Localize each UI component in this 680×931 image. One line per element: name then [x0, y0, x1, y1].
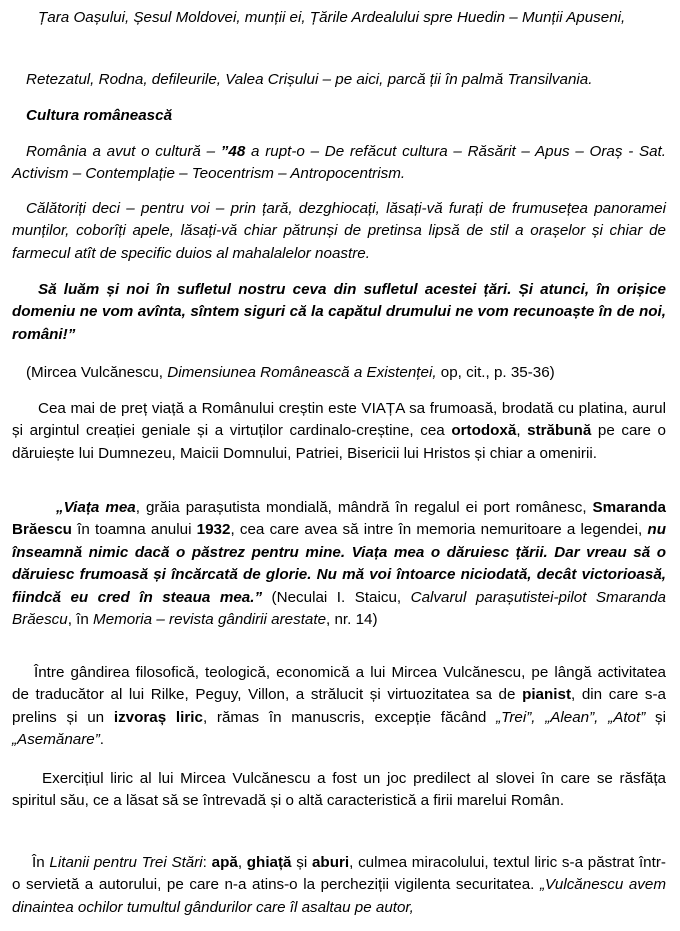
section-heading: Cultura românească: [26, 107, 173, 124]
paragraph-transilvania: Retezatul, Rodna, defileurile, Valea Crișului – pe aici, parcă ții în palmă Transilvania.: [26, 71, 593, 88]
article-title: Calvarul parașutistei-pilot Smaranda Brăescu: [12, 588, 666, 629]
text-run-bold: izvoraș liric: [113, 708, 203, 726]
work-title: Litanii pentru Trei Stări: [49, 854, 203, 871]
paragraph-travel: Călătoriți deci – pentru voi – prin țară, dezghiocați, lăsați-vă furați de frumusețea panoramei munților, coborîți apele, lăsați-vă chiar pătrunși de pretinsa lipsă de stil a orașelor și chiar de farmecul atît de specific duios al mahalalelor noastre.: [12, 200, 666, 262]
text-run: , nr. 14): [326, 611, 378, 629]
text-run: Între gândirea filosofică, teologică, economică a lui Mircea Vulcănescu, pe lângă activitatea de traducător al lui Rilke, Peguy, Villon, a strălucit și virtuozitatea sa de: [12, 664, 666, 704]
book-title: Dimensiunea Românească a Existenței,: [167, 364, 437, 381]
text-run: pe care o dăruiește lui Dumnezeu, Maicii Domnului, Patriei, Bisericii lui Hristos și chiar a omenirii.: [12, 422, 666, 462]
text-run: .: [99, 731, 105, 749]
text-run-bold: ortodoxă: [451, 422, 517, 440]
paragraph-smaranda: [12, 497, 666, 631]
year: 1932: [196, 521, 231, 539]
text-run-bold: pianist: [522, 686, 572, 704]
text-run: În: [32, 854, 50, 871]
text-run: ,: [237, 854, 247, 871]
paragraph-litanii: [12, 852, 666, 919]
citation-vulcanescu: [12, 362, 666, 384]
text-run-bold: ”48: [220, 143, 246, 160]
quote-body: nu înseamnă nimic dacă o păstrez pentru mine. Viața mea o dăruiesc țării. Dar vreau să o dăruiesc frumoasă și încărcată de glorie. Nu mă voi întoarce niciodată, decât victorioasă, fiindcă eu cred în steaua mea.”: [12, 521, 666, 606]
paragraph-vulcanescu-arts: [12, 662, 666, 752]
text-run: în toamna anului: [71, 521, 197, 539]
text-run-bold: străbună: [527, 422, 592, 440]
text-run: ,: [516, 422, 528, 440]
text-run: , rămas în manuscris, excepție făcând: [202, 708, 497, 726]
text-run: op, cit., p. 35-36): [436, 364, 555, 381]
quote-opening: „Viața mea: [56, 499, 136, 516]
text-run: , grăia parașutista mondială, mândră în regalul ei port românesc,: [135, 499, 593, 516]
text-run: și: [645, 708, 666, 726]
text-run-bold: aburi: [311, 854, 350, 871]
text-run: (Neculai I. Staicu,: [262, 588, 411, 606]
poem-titles: „Trei”, „Alean”, „Atot”: [496, 708, 646, 726]
text-run: , culmea miracolului, textul liric s-a păstrat într-o servietă a autorului, pe care n-a atins-o la percheziții vigilenta securitatea.: [12, 854, 666, 894]
text-run: Cea mai de preț viață a Românului creștin este VIAȚA sa frumoasă, brodată cu platina, aurul și argintul creației geniale și a virtuților cardinalo-creștine, cea: [12, 400, 666, 440]
paragraph-culture: [12, 141, 666, 186]
text-run: (Mircea Vulcănescu,: [26, 364, 168, 381]
paragraph-regions: Țara Oașului, Șesul Moldovei, munții ei, Țările Ardealului spre Huedin – Munții Apuseni,: [38, 9, 626, 26]
paragraph-lyric-exercise: Exercițiul liric al lui Mircea Vulcănescu a fost un joc predilect al slovei în care se răsfăța spiritul său, ce a lăsat să se întrevadă și o altă caracteristică a firii marelui Român.: [12, 770, 666, 810]
text-run: România a avut o cultură –: [26, 143, 221, 160]
text-run: a rupt-o – De refăcut cultura – Răsărit – Apus – Oraș - Sat. Activism – Contemplație – Teocentrism – Antropocentrism.: [12, 143, 666, 183]
paragraph-bold-quote: Să luăm și noi în sufletul nostru ceva din sufletul acestei țări. Și atunci, în orișice domeniu ne vom avînta, sîntem siguri că la capătul drumului ne vom recunoaște în de noi, români!”: [12, 281, 666, 343]
text-run-bold: apă: [211, 854, 238, 871]
text-run: și: [291, 854, 312, 871]
text-run: , în: [67, 611, 94, 629]
text-run: , din care s-a prelins și un: [12, 686, 666, 726]
text-run-bold: ghiață: [246, 854, 292, 871]
paragraph-romanian-life: [12, 398, 666, 465]
journal-title: Memoria – revista gândirii arestate: [93, 611, 327, 629]
text-run: :: [202, 854, 212, 871]
poem-title: „Asemănare”: [12, 731, 100, 749]
quote-fragment: „Vulcănescu avem dinaintea ochilor tumultul gândurilor care îl asaltau pe autor,: [12, 876, 666, 916]
person-name: Smaranda Brăescu: [12, 499, 666, 539]
text-run: , cea care avea să intre în memoria nemuritoare a legendei,: [230, 521, 648, 539]
